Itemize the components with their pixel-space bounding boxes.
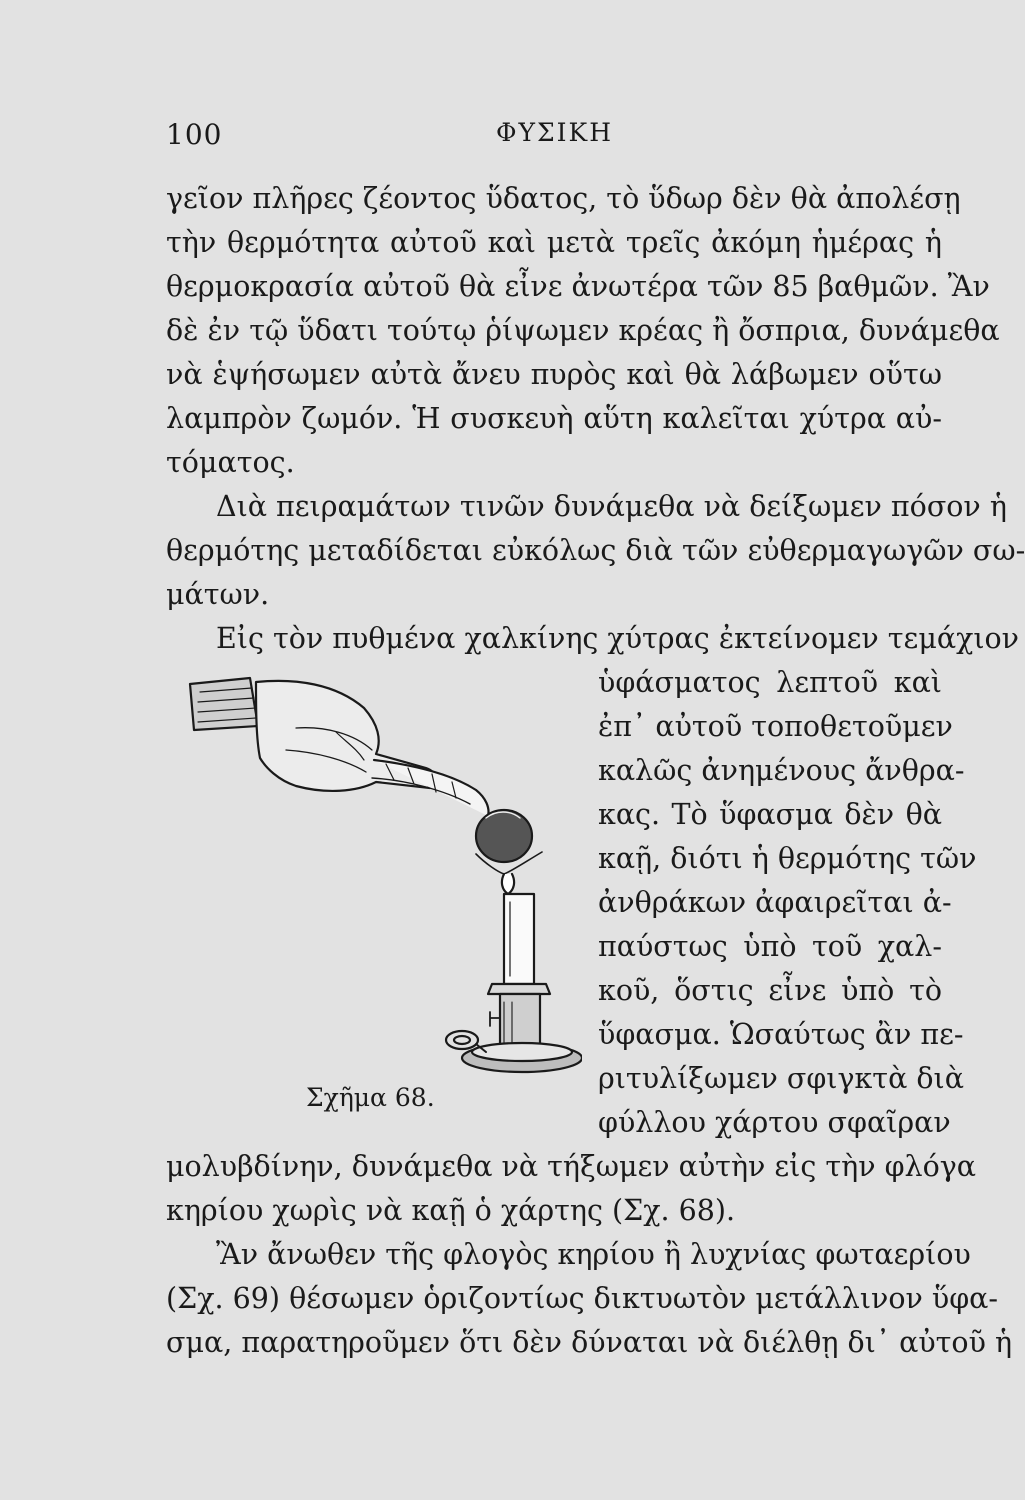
wrapped-text-line: ριτυλίξωμεν σφιγκτὰ διὰ	[598, 1062, 964, 1095]
text-line: Εἰς τὸν πυθμένα χαλκίνης χύτρας ἐκτείνομεν τεμάχιον	[216, 622, 1020, 655]
wrapped-text-line: καλῶς ἀνημένους ἄνθρα-	[598, 754, 965, 787]
wrapped-text-line: ὑφάσματος λεπτοῦ καὶ	[598, 666, 942, 699]
text-line: τὴν θερμότητα αὐτοῦ καὶ μετὰ τρεῖς ἀκόμη ἡμέρας ἡ	[166, 226, 942, 259]
wrapped-text-line: φύλλου χάρτου σφαῖραν	[598, 1106, 951, 1139]
wrapped-text-line: παύστως ὑπὸ τοῦ χαλ-	[598, 930, 942, 963]
text-line: Ἂν ἄνωθεν τῆς φλογὸς κηρίου ἢ λυχνίας φωταερίου	[216, 1238, 971, 1271]
text-line: λαμπρὸν ζωμόν. Ἡ συσκευὴ αὕτη καλεῖται χύτρα αὐ-	[166, 402, 942, 435]
text-line: μολυβδίνην, δυνάμεθα νὰ τήξωμεν αὐτὴν εἰς τὴν φλόγα	[166, 1150, 977, 1183]
wrapped-text-line: καῇ, διότι ἡ θερμότης τῶν	[598, 842, 977, 875]
text-line: σμα, παρατηροῦμεν ὅτι δὲν δύναται νὰ διέλθῃ δι᾽ αὐτοῦ ἡ	[166, 1326, 1013, 1359]
wrapped-text-line: κας. Τὸ ὕφασμα δὲν θὰ	[598, 798, 942, 831]
text-line: θερμότης μεταδίδεται εὐκόλως διὰ τῶν εὐθερμαγωγῶν σω-	[166, 534, 1025, 567]
wrapped-text-line: ἀνθράκων ἀφαιρεῖται ἀ-	[598, 886, 952, 919]
wrapped-text-line: ὕφασμα. Ὡσαύτως ἂν πε-	[598, 1018, 964, 1051]
hand-candle-icon	[186, 668, 582, 1080]
text-line: μάτων.	[166, 578, 270, 611]
running-title: ΦΥΣΙΚΗ	[496, 118, 614, 147]
text-line: δὲ ἐν τῷ ὕδατι τούτῳ ῥίψωμεν κρέας ἢ ὄσπρια, δυνάμεθα	[166, 314, 1000, 347]
text-line: θερμοκρασία αὐτοῦ θὰ εἶνε ἀνωτέρα τῶν 85 βαθμῶν. Ἂν	[166, 270, 990, 303]
page-number: 100	[166, 118, 223, 151]
text-line: Διὰ πειραμάτων τινῶν δυνάμεθα νὰ δείξωμεν πόσον ἡ	[216, 490, 1007, 523]
text-line: γεῖον πλῆρες ζέοντος ὕδατος, τὸ ὕδωρ δὲν θὰ ἀπολέσῃ	[166, 182, 961, 215]
text-line: τόματος.	[166, 446, 295, 479]
text-line: νὰ ἑψήσωμεν αὐτὰ ἄνευ πυρὸς καὶ θὰ λάβωμεν οὕτω	[166, 358, 942, 391]
figure-caption: Σχῆμα 68.	[306, 1083, 435, 1112]
figure-68-illustration	[186, 668, 582, 1080]
wrapped-text-line: κοῦ, ὅστις εἶνε ὑπὸ τὸ	[598, 974, 942, 1007]
wrapped-text-line: ἐπ᾽ αὐτοῦ τοποθετοῦμεν	[598, 710, 953, 743]
text-line: κηρίου χωρὶς νὰ καῇ ὁ χάρτης (Σχ. 68).	[166, 1194, 736, 1227]
text-line: (Σχ. 69) θέσωμεν ὁριζοντίως δικτυωτὸν μετάλλινον ὕφα-	[166, 1282, 999, 1315]
